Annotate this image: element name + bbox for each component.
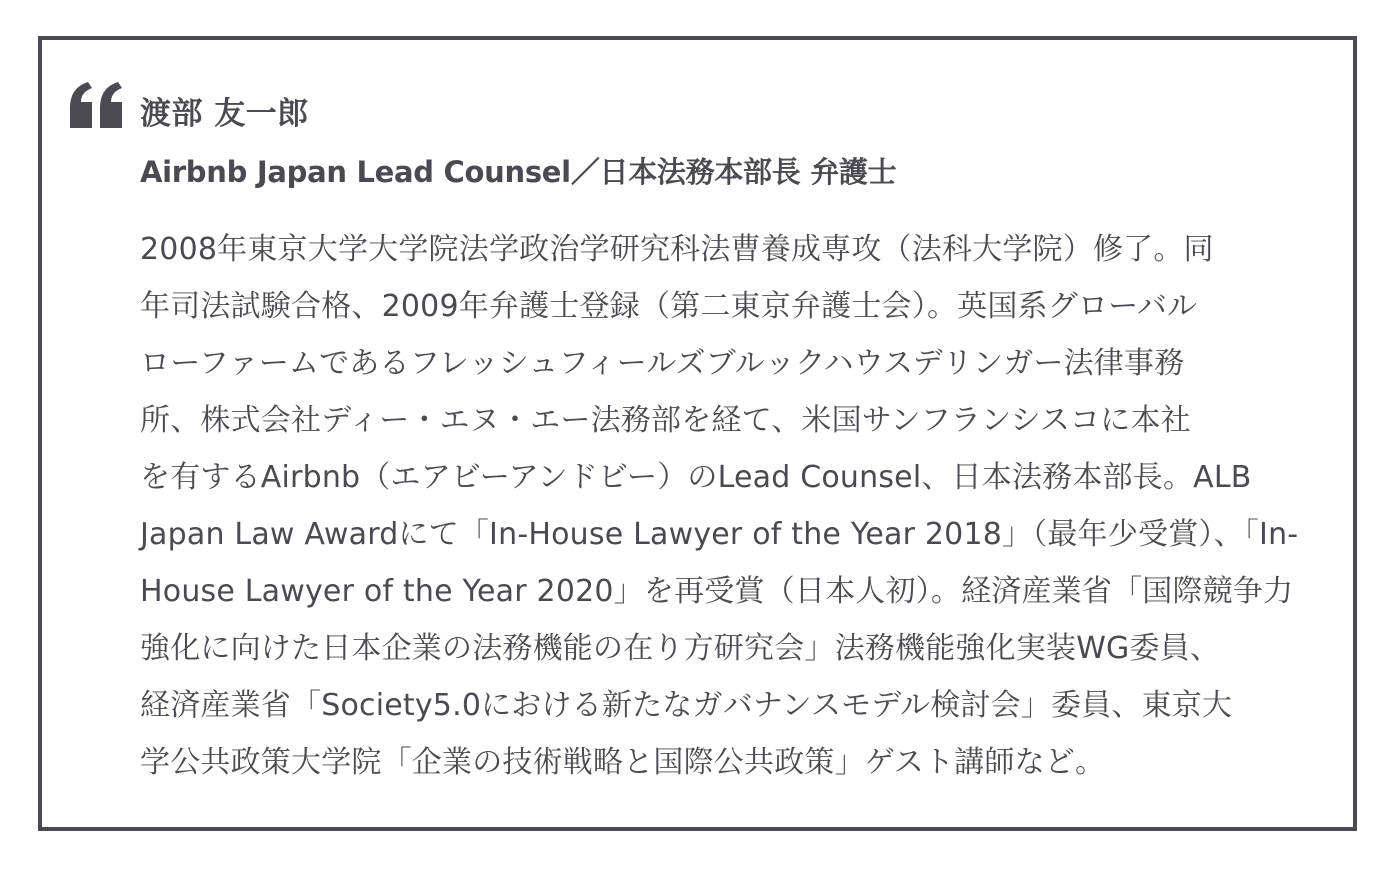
bio-line: を有するAirbnb（エアビーアンドビー）のLead Counsel、日本法務本部長。ALB (140, 460, 1252, 495)
person-name: 渡部 友一郎 (140, 96, 309, 132)
quote-open-icon (68, 82, 124, 128)
bio-line: 所、株式会社ディー・エヌ・エー法務部を経て、米国サンフランシスコに本社 (140, 403, 1191, 438)
bio-line: 経済産業省「Society5.0における新たなガバナンスモデル検討会」委員、東京大 (140, 688, 1233, 723)
bio-line: House Lawyer of the Year 2020」を再受賞（日本人初）。経済産業省「国際競争力 (140, 574, 1294, 609)
bio-line: 学公共政策大学院「企業の技術戦略と国際公共政策」ゲスト講師など。 (140, 745, 1106, 780)
bio-line: 強化に向けた日本企業の法務機能の在り方研究会」法務機能強化実装WG委員、 (140, 631, 1221, 666)
bio-line: 年司法試験合格、2009年弁護士登録（第二東京弁護士会）。英国系グローバル (140, 289, 1198, 324)
person-title: Airbnb Japan Lead Counsel／日本法務本部長 弁護士 (140, 155, 897, 189)
biography (140, 225, 1330, 795)
bio-line: Japan Law Awardにて「In-House Lawyer of the Year 2018」（最年少受賞）、「In- (140, 517, 1299, 552)
bio-line: 2008年東京大学大学院法学政治学研究科法曹養成専攻（法科大学院）修了。同 (140, 232, 1214, 267)
bio-line: ローファームであるフレッシュフィールズブルックハウスデリンガー法律事務 (140, 346, 1185, 381)
